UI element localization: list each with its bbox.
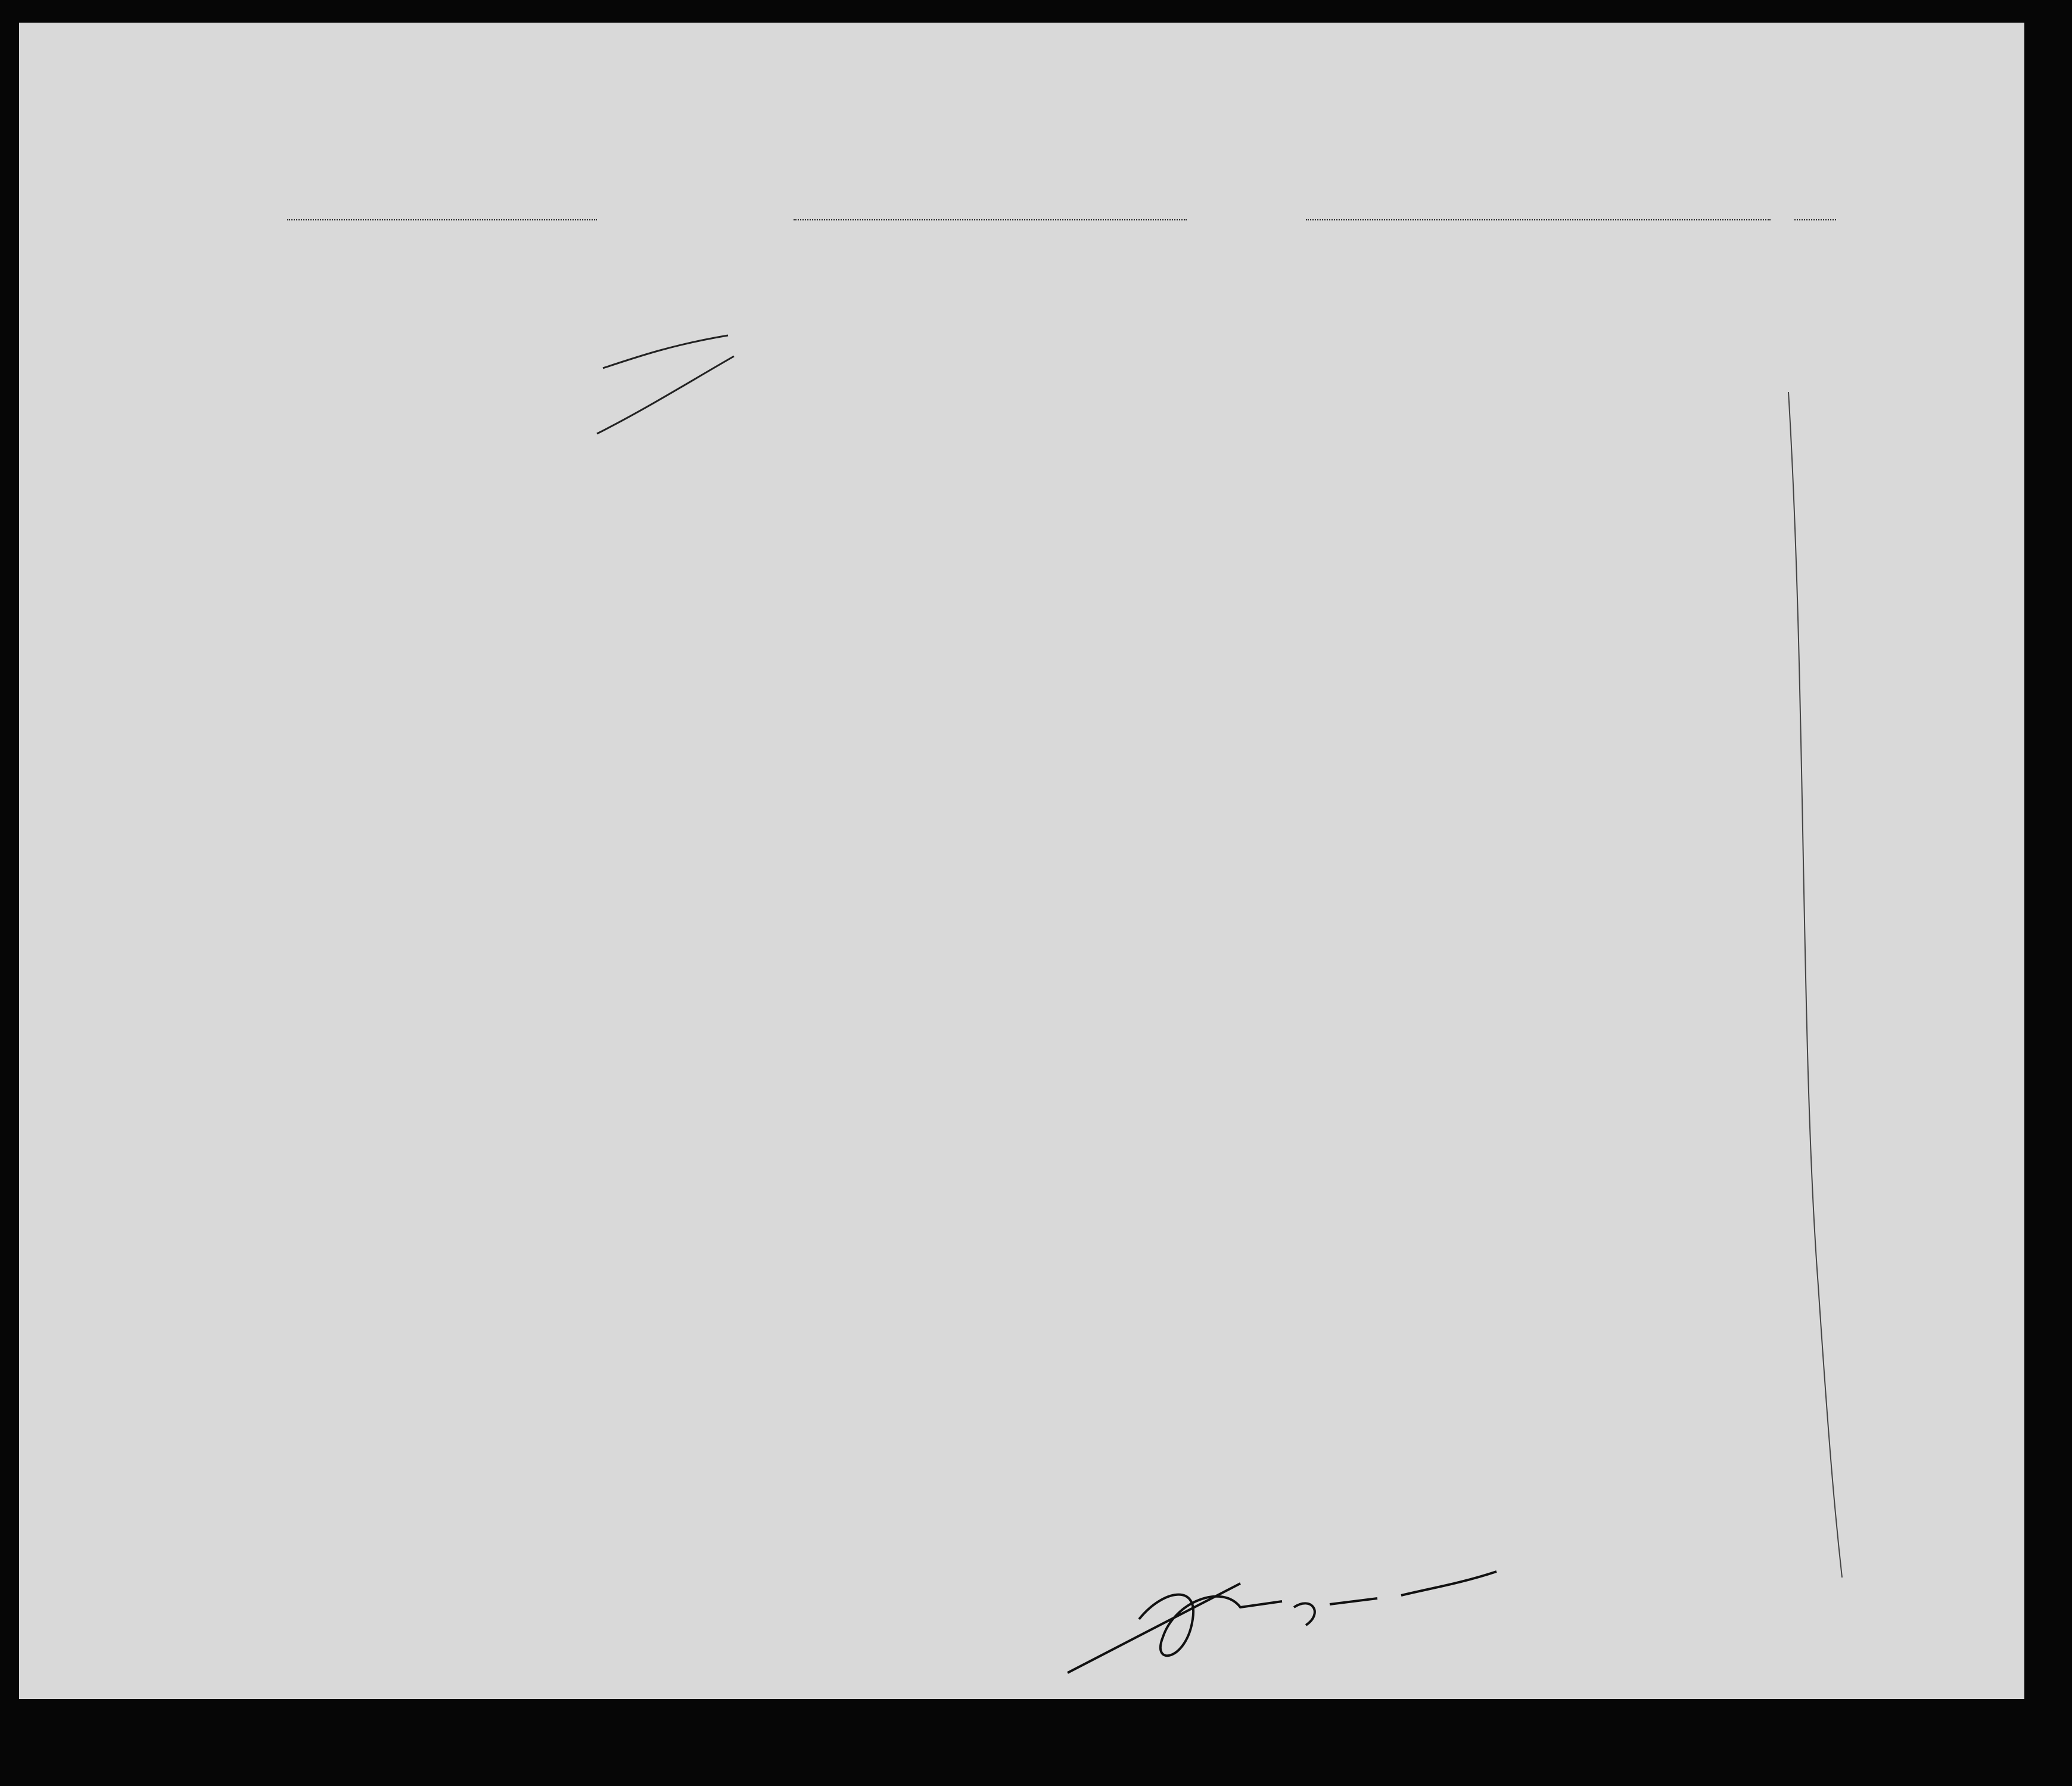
inspector-check-marks [591, 332, 770, 452]
margin-pencil-line [1782, 392, 1854, 1583]
signature [1044, 1548, 1556, 1685]
table-grid [19, 23, 2024, 1699]
manifest-page [19, 23, 2024, 1699]
